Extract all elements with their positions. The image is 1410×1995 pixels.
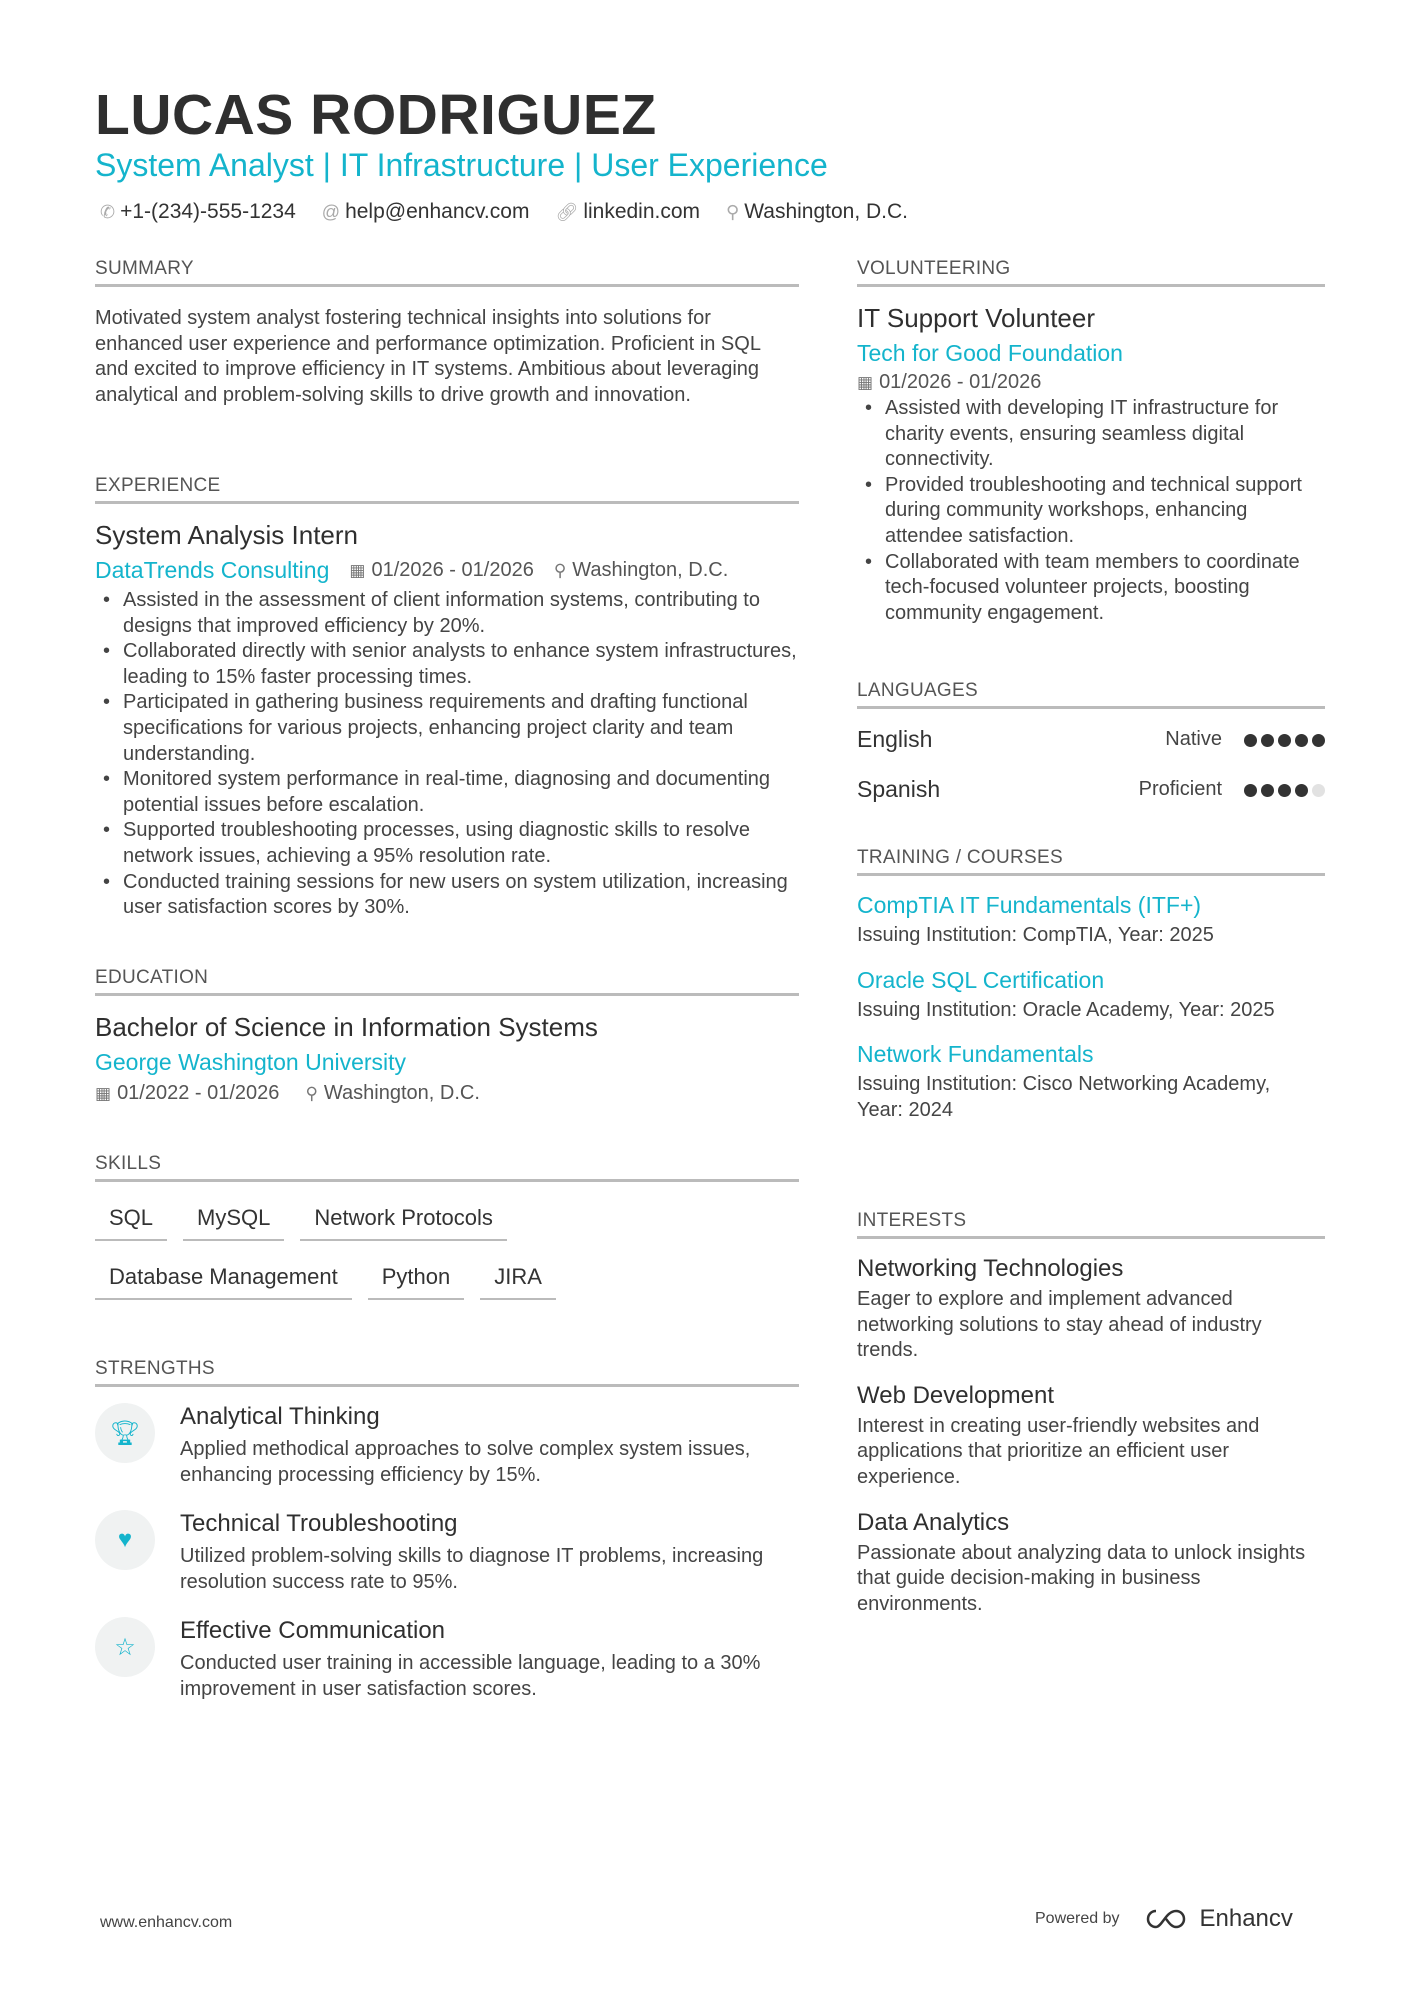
strength-text: Conducted user training in accessible language, leading to a 30% improvement in user satisfaction scores. (180, 1652, 761, 1700)
star-icon: ☆ (95, 1617, 155, 1677)
contact-location: ⚲ Washington, D.C. (726, 200, 909, 223)
education-heading: EDUCATION (95, 967, 799, 996)
education-entry (95, 1012, 799, 1105)
strength-title: Technical Troubleshooting (180, 1510, 458, 1537)
location-icon: ⚲ (726, 202, 740, 222)
course-text: Issuing Institution: Cisco Networking Academy, Year: 2024 (857, 1073, 1271, 1121)
course-title: Oracle SQL Certification (857, 966, 1105, 993)
rating-dot-empty (1312, 784, 1325, 797)
list-item: • Supported troubleshooting processes, using diagnostic skills to resolve network issues, achieving a 95% resolution rate. (95, 818, 799, 869)
list-item: • Assisted in the assessment of client information systems, contributing to designs that improved efficiency by 20%. (95, 588, 799, 639)
calendar-icon: ▦ (95, 1084, 112, 1103)
summary-heading: SUMMARY (95, 258, 799, 287)
interests-heading: INTERESTS (857, 1210, 1325, 1239)
rating-dot-filled (1278, 734, 1291, 747)
edu-dates: 01/2022 - 01/2026 (117, 1082, 280, 1104)
rating-dot-filled (1244, 734, 1257, 747)
skills-row (95, 1205, 507, 1241)
calendar-icon: ▦ (857, 373, 874, 392)
strength-text: Utilized problem-solving skills to diagnose IT problems, increasing resolution success rate to 95%. (180, 1545, 764, 1593)
skill-tag: JIRA (480, 1264, 556, 1300)
rating-dot-filled (1261, 734, 1274, 747)
course-text: Issuing Institution: CompTIA, Year: 2025 (857, 924, 1214, 946)
training-list (857, 892, 1325, 1123)
rating-dot-filled (1312, 734, 1325, 747)
volunteer-dates: 01/2026 - 01/2026 (879, 371, 1042, 393)
contact-bar (100, 200, 908, 224)
strength-title: Analytical Thinking (180, 1403, 380, 1430)
contact-linkedin[interactable]: 🔗︎ linkedin.com (555, 200, 701, 223)
school-name: George Washington University (95, 1049, 407, 1075)
language-level: Native (1165, 728, 1222, 750)
skills-row (95, 1264, 556, 1300)
list-item: • Collaborated with team members to coordinate tech-focused volunteer projects, boosting community engagement. (857, 550, 1325, 627)
summary-text: Motivated system analyst fostering technical insights into solutions for enhanced user experience and performance optimization. Proficient in SQL and excited to improve efficiency in IT systems. Ambitious about leveraging analytical and problem-solving skills to drive growth and innovation. (95, 307, 761, 406)
language-rating (1240, 726, 1325, 753)
skill-tag: MySQL (183, 1205, 284, 1241)
infinity-logo-icon (1144, 1907, 1190, 1931)
list-item: • Participated in gathering business requirements and drafting functional specifications for various projects, enhancing project clarity and team understanding. (95, 690, 799, 767)
list-item: • Monitored system performance in real-time, diagnosing and documenting potential issues before escalation. (95, 767, 799, 818)
interest-title: Web Development (857, 1381, 1054, 1409)
strength-item (95, 1617, 799, 1702)
course-title: CompTIA IT Fundamentals (ITF+) (857, 892, 1202, 918)
language-name: Spanish (857, 776, 941, 802)
volunteer-role: IT Support Volunteer (857, 303, 1096, 333)
training-heading: TRAINING / COURSES (857, 847, 1325, 876)
at-icon: @ (321, 202, 341, 222)
interest-title: Networking Technologies (857, 1255, 1124, 1282)
candidate-title: System Analyst | IT Infrastructure | User Experience (95, 147, 828, 183)
language-rating (1240, 776, 1325, 803)
skill-tag: Python (368, 1264, 465, 1300)
powered-by: Powered by (1035, 1910, 1120, 1927)
list-item: • Provided troubleshooting and technical support during community workshops, enhancing attendee satisfaction. (857, 473, 1325, 550)
language-name: English (857, 726, 933, 752)
skills-heading: SKILLS (95, 1153, 799, 1182)
company-name: DataTrends Consulting (95, 557, 330, 583)
skill-tag: Network Protocols (300, 1205, 507, 1241)
course-title: Network Fundamentals (857, 1041, 1094, 1068)
job-location: Washington, D.C. (572, 559, 729, 581)
experience-bullets (95, 588, 799, 921)
edu-location: Washington, D.C. (323, 1082, 480, 1104)
interest-title: Data Analytics (857, 1508, 1010, 1536)
heart-icon: ♥ (95, 1510, 155, 1570)
interest-text: Interest in creating user-friendly websites and applications that prioritize an efficient user experience. (857, 1414, 1260, 1488)
strength-title: Effective Communication (180, 1617, 446, 1644)
strength-item (95, 1403, 799, 1488)
strengths-heading: STRENGTHS (95, 1358, 799, 1387)
interest-text: Eager to explore and implement advanced networking solutions to stay ahead of industry trends. (857, 1288, 1262, 1362)
rating-dot-filled (1244, 784, 1257, 797)
strength-text: Applied methodical approaches to solve complex system issues, enhancing processing efficiency by 15%. (180, 1438, 751, 1486)
volunteer-org: Tech for Good Foundation (857, 340, 1123, 366)
skill-tag: SQL (95, 1205, 167, 1241)
degree: Bachelor of Science in Information Systems (95, 1012, 598, 1042)
location-icon: ⚲ (553, 561, 567, 580)
link-icon: 🔗︎ (555, 202, 579, 222)
rating-dot-filled (1278, 784, 1291, 797)
footer-brand (1035, 1905, 1293, 1933)
experience-entry (95, 520, 799, 921)
trophy-icon: 🏆︎ (95, 1403, 155, 1463)
language-level: Proficient (1138, 778, 1222, 800)
language-item (857, 726, 1325, 753)
language-item (857, 776, 1325, 803)
strength-item (95, 1510, 799, 1595)
interests-list (857, 1255, 1325, 1617)
phone-icon: ✆ (100, 202, 116, 222)
list-item: • Assisted with developing IT infrastructure for charity events, ensuring seamless digital connectivity. (857, 396, 1325, 473)
experience-heading: EXPERIENCE (95, 475, 799, 504)
candidate-name: LUCAS RODRIGUEZ (95, 83, 657, 147)
skill-tag: Database Management (95, 1264, 352, 1300)
footer-url[interactable]: www.enhancv.com (100, 1914, 233, 1931)
rating-dot-filled (1295, 784, 1308, 797)
languages-heading: LANGUAGES (857, 680, 1325, 709)
rating-dot-filled (1295, 734, 1308, 747)
rating-dot-filled (1261, 784, 1274, 797)
job-title: System Analysis Intern (95, 520, 358, 550)
list-item: • Conducted training sessions for new users on system utilization, increasing user satisfaction scores by 30%. (95, 870, 799, 921)
location-icon: ⚲ (305, 1084, 318, 1103)
volunteering-entry (857, 303, 1325, 626)
list-item: • Collaborated directly with senior analysts to enhance system infrastructures, leading to 15% faster processing times. (95, 639, 799, 690)
job-dates: 01/2026 - 01/2026 (371, 559, 534, 581)
contact-email[interactable]: @ help@enhancv.com (321, 200, 530, 223)
enhancv-logo[interactable]: Enhancv (1144, 1905, 1293, 1933)
contact-phone[interactable]: ✆ +1-(234)-555-1234 (100, 200, 296, 223)
volunteering-heading: VOLUNTEERING (857, 258, 1325, 287)
volunteer-bullets (857, 396, 1325, 626)
calendar-icon: ▦ (349, 561, 366, 580)
course-text: Issuing Institution: Oracle Academy, Year: 2025 (857, 998, 1275, 1021)
interest-text: Passionate about analyzing data to unlock insights that guide decision-making in business environments. (857, 1541, 1306, 1615)
